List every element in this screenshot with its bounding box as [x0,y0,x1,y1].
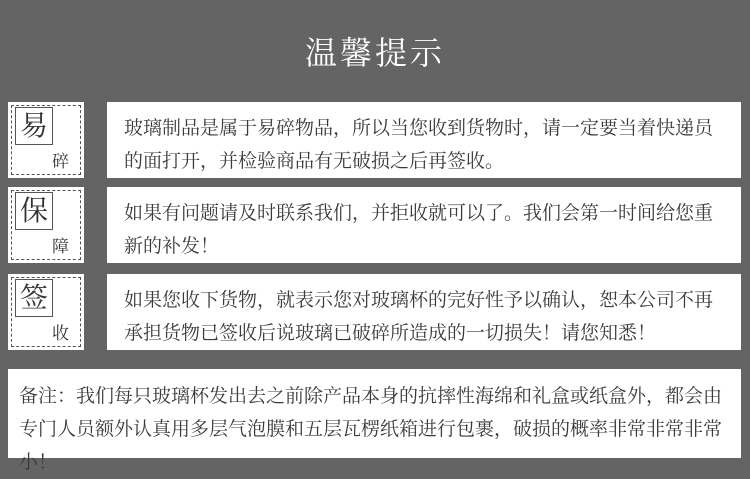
signoff-icon-box [8,274,84,350]
fragile-notice-text: 玻璃制品是属于易碎物品，所以当您收到货物时，请一定要当着快递员的面打开，并检验商品有无破损之后再签收。 [107,102,741,178]
icon-small-char: 障 [52,237,69,257]
icon-big-char: 签 [15,279,53,317]
icon-small-char: 碎 [52,152,69,172]
signoff-notice-text: 如果您收下货物，就表示您对玻璃杯的完好性予以确认，恕本公司不再承担货物已签收后说玻璃已破碎所造成的一切损失！请您知悉！ [107,274,741,350]
remarks-note: 备注：我们每只玻璃杯发出去之前除产品本身的抗摔性海绵和礼盒或纸盒外，都会由专门人员额外认真用多层气泡膜和五层瓦楞纸箱进行包裹，破损的概率非常非常非常小！ [8,369,741,458]
fragile-icon-box [8,102,84,178]
guarantee-notice-text: 如果有问题请及时联系我们，并拒收就可以了。我们会第一时间给您重新的补发！ [107,187,741,263]
page-title: 温馨提示 [304,34,445,72]
guarantee-icon-box [8,187,84,263]
icon-big-char: 易 [15,107,53,145]
icon-big-char: 保 [15,192,53,230]
icon-small-char: 收 [52,324,69,344]
